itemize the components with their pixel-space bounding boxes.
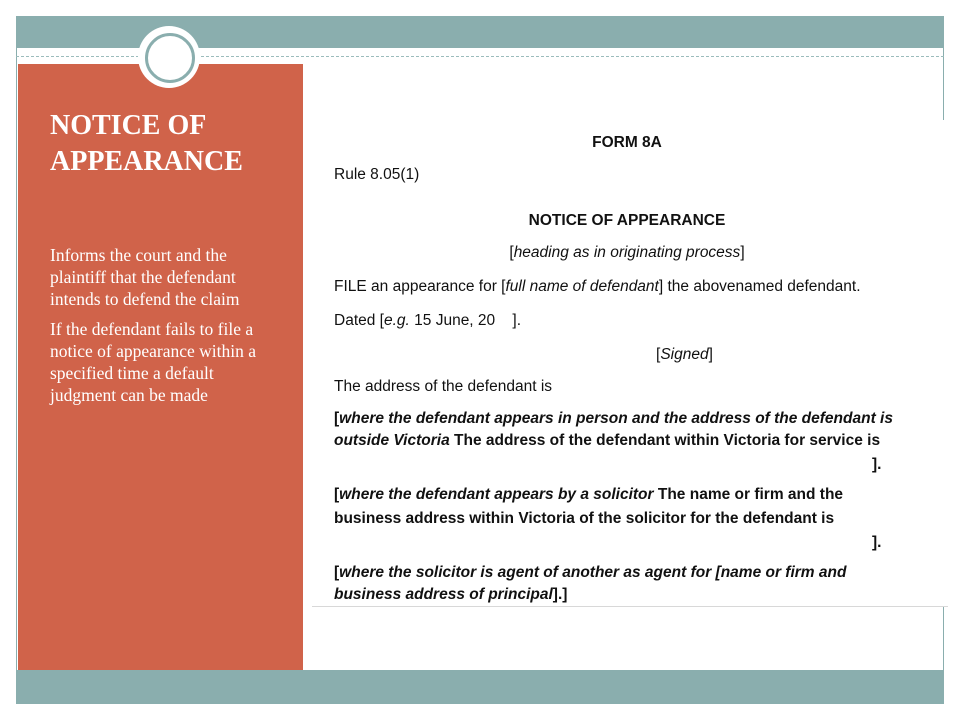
- form-file-line: FILE an appearance for [full name of defendant] the abovenamed defendant.: [334, 278, 861, 295]
- form-person-close: ].: [872, 456, 882, 473]
- slide-title-line1: NOTICE OF: [50, 110, 207, 141]
- form-8a-image: [312, 120, 948, 607]
- form-agent-line1: [where the solicitor is agent of another as agent for [name or firm and: [334, 564, 847, 581]
- bottom-band: [16, 670, 944, 704]
- form-address-line: The address of the defendant is: [334, 378, 553, 395]
- form-solicitor-line2: business address within Victoria of the solicitor for the defendant is: [334, 510, 835, 527]
- form-solicitor-line1: [where the defendant appears by a solicitor The name or firm and the: [334, 486, 844, 503]
- form-person-line2: outside Victoria The address of the defendant within Victoria for service is: [334, 432, 881, 449]
- form-title: NOTICE OF APPEARANCE: [528, 212, 726, 229]
- form-agent-line2: business address of principal].]: [334, 586, 568, 603]
- form-heading-note: [heading as in originating process]: [509, 244, 745, 261]
- circle-ornament-inner: [145, 33, 195, 83]
- form-person-line1: [where the defendant appears in person and the address of the defendant is: [334, 410, 893, 427]
- form-heading: FORM 8A: [592, 134, 662, 151]
- form-rule: Rule 8.05(1): [334, 166, 420, 183]
- slide-bullets: [50, 244, 282, 414]
- slide-title-line2: APPEARANCE: [50, 146, 243, 177]
- circle-ornament: [138, 26, 200, 88]
- form-signed: [Signed]: [656, 346, 713, 363]
- bullet-text: If the defendant fails to file a notice of appearance within a specified time a default judgment can be made: [50, 319, 257, 405]
- form-dated-line: Dated [e.g. 15 June, 20 ].: [334, 312, 522, 329]
- bullet-text: Informs the court and the plaintiff that the defendant intends to defend the claim: [50, 245, 240, 309]
- form-solicitor-close: ].: [872, 534, 882, 551]
- slide-title: [50, 108, 290, 180]
